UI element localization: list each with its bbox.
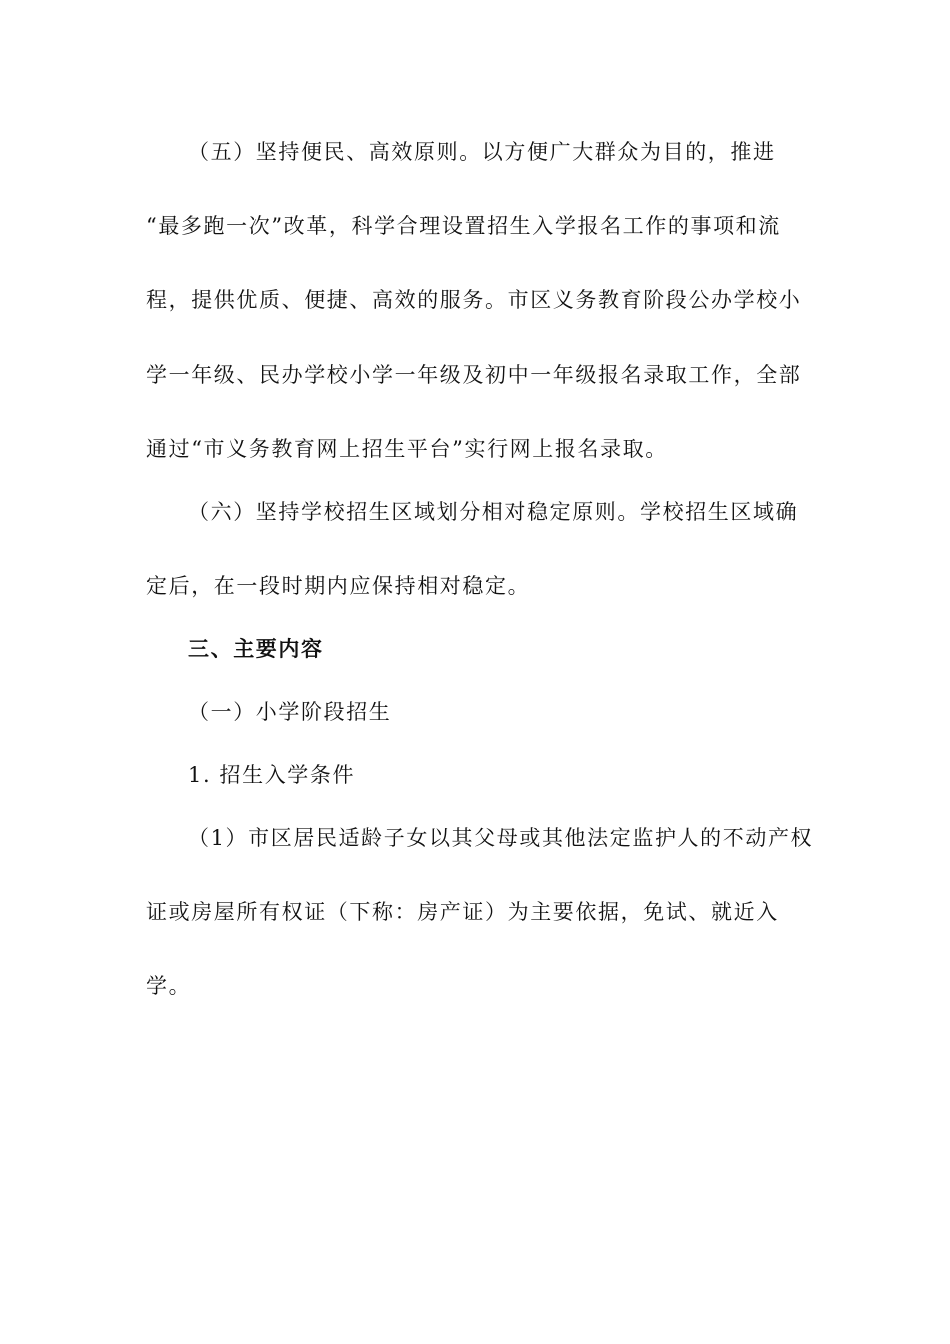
- paragraph-5-line-5: 通过“市义务教育网上招生平台”实行网上报名录取。: [146, 437, 668, 461]
- paragraph-6-line-1: （六）坚持学校招生区域划分相对稳定原则。学校招生区域确: [188, 500, 799, 524]
- item-heading: 1. 招生入学条件: [188, 763, 356, 787]
- clause-line-2: 证或房屋所有权证（下称：房产证）为主要依据，免试、就近入: [146, 900, 779, 924]
- paragraph-5-line-4: 学一年级、民办学校小学一年级及初中一年级报名录取工作，全部: [146, 363, 802, 387]
- section-heading: 三、主要内容: [188, 636, 324, 661]
- clause-line-1: （1）市区居民适龄子女以其父母或其他法定监护人的不动产权: [188, 826, 814, 850]
- subsection-heading: （一）小学阶段招生: [188, 700, 392, 724]
- clause-line-3: 学。: [146, 974, 192, 998]
- paragraph-5-line-3: 程，提供优质、便捷、高效的服务。市区义务教育阶段公办学校小: [146, 288, 802, 312]
- paragraph-5-line-1: （五）坚持便民、高效原则。以方便广大群众为目的，推进: [188, 140, 776, 164]
- paragraph-5-line-2: “最多跑一次”改革，科学合理设置招生入学报名工作的事项和流: [146, 214, 781, 238]
- paragraph-6-line-2: 定后，在一段时期内应保持相对稳定。: [146, 574, 531, 598]
